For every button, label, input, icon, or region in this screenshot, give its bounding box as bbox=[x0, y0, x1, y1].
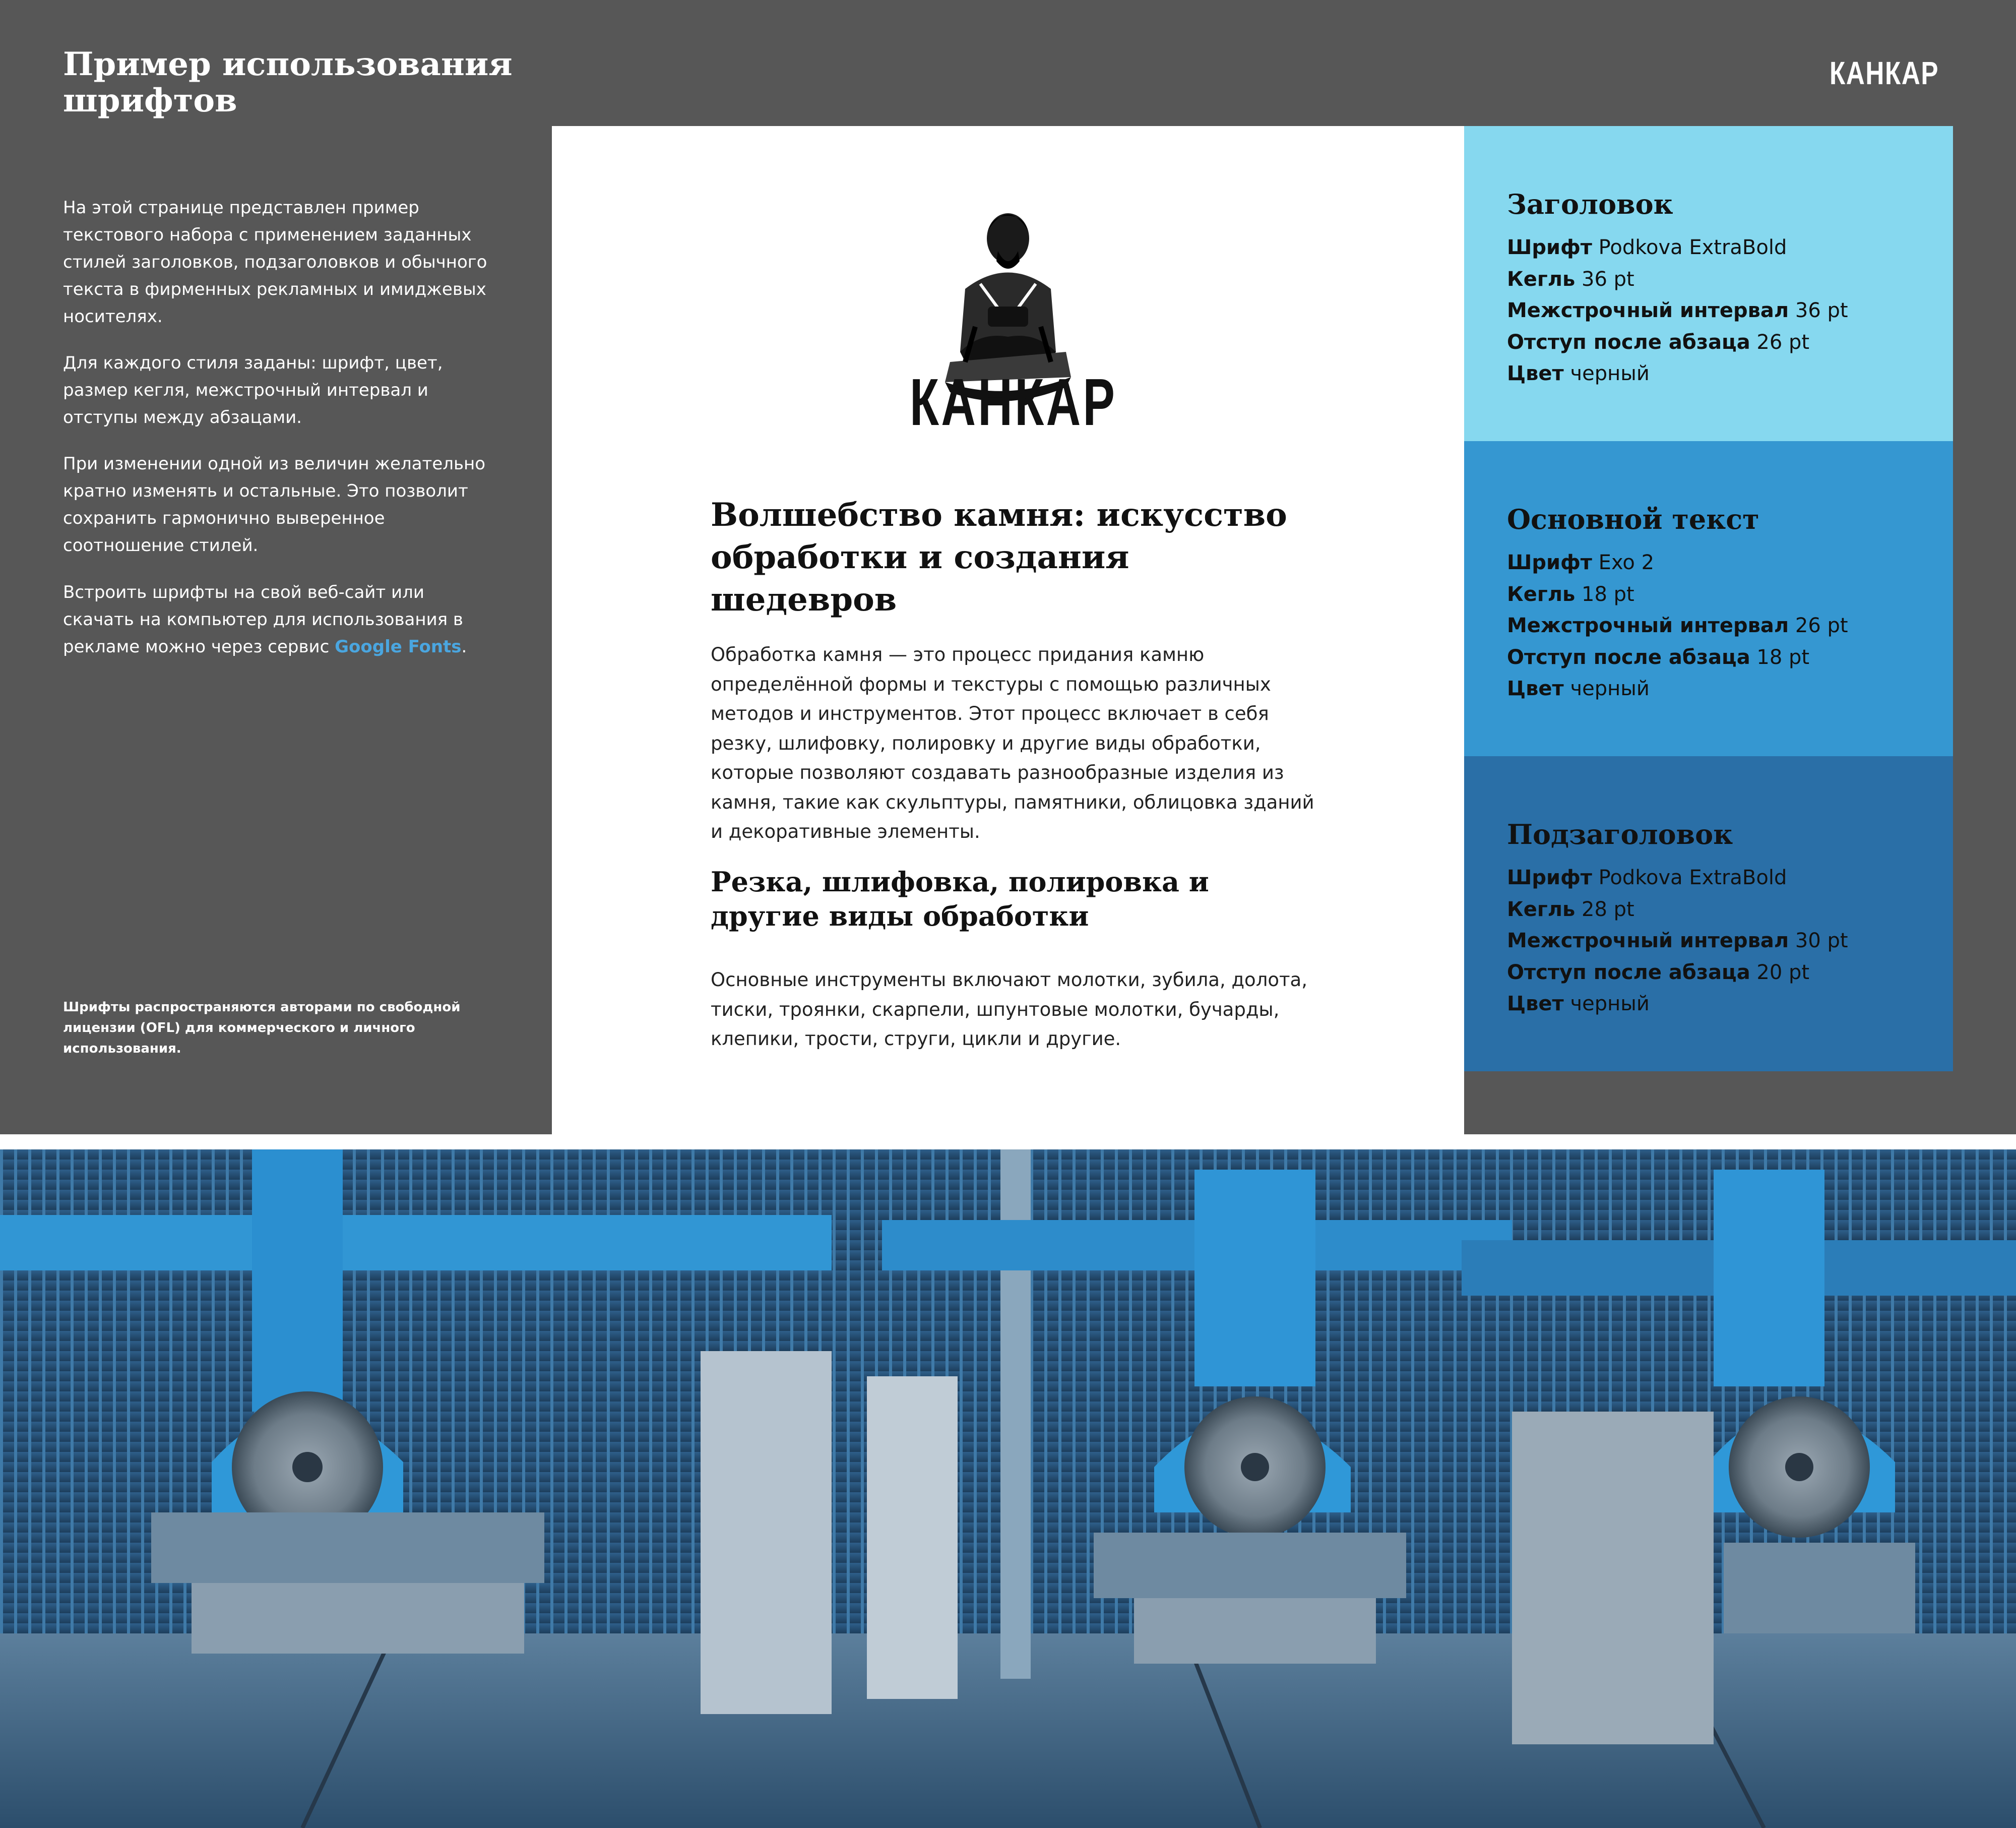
spec-title: Подзаголовок bbox=[1507, 818, 1733, 850]
intro-paragraph: На этой странице представлен пример текстового набора с применением заданных стилей заголовков, подзаголовков и обычного текста в фирменных рекламных и имиджевых носителях. bbox=[63, 198, 487, 327]
spec-value: 20 pt bbox=[1756, 960, 1810, 984]
spec-key: Отступ после абзаца bbox=[1507, 645, 1750, 669]
spec-row-spacing bbox=[1507, 957, 1953, 989]
spec-row-color bbox=[1507, 358, 1953, 390]
styles-paragraph: Для каждого стиля заданы: шрифт, цвет, размер кегля, межстрочный интервал и отступы между абзацами. bbox=[63, 353, 443, 428]
brand-wordmark-top: КАНКАР bbox=[1830, 55, 1939, 91]
spec-value: черный bbox=[1570, 362, 1650, 385]
spec-row-spacing bbox=[1507, 642, 1953, 674]
spec-value: Exo 2 bbox=[1598, 551, 1655, 574]
spec-row-size bbox=[1507, 894, 1953, 926]
scaling-paragraph: При изменении одной из величин желательно кратно изменять и остальные. Это позволит сохранить гармонично выверенное соотношение стилей. bbox=[63, 454, 486, 556]
spec-value: 36 pt bbox=[1582, 267, 1634, 291]
spec-row-font bbox=[1507, 232, 1953, 264]
stonemason-logo-icon bbox=[905, 201, 1117, 483]
spec-title: Основной текст bbox=[1507, 503, 1759, 535]
spec-key: Шрифт bbox=[1507, 866, 1592, 889]
spec-row-font bbox=[1507, 547, 1953, 579]
embed-paragraph bbox=[63, 579, 496, 660]
spec-heading-style bbox=[1464, 126, 1953, 441]
spec-value: 18 pt bbox=[1582, 582, 1634, 606]
spec-row-font bbox=[1507, 862, 1953, 894]
spec-value: Podkova ExtraBold bbox=[1598, 236, 1787, 259]
spec-key: Цвет bbox=[1507, 992, 1564, 1015]
spec-value: Podkova ExtraBold bbox=[1598, 866, 1787, 889]
spec-row-spacing bbox=[1507, 327, 1953, 358]
spec-title: Заголовок bbox=[1507, 188, 1673, 220]
spec-value: 26 pt bbox=[1795, 614, 1848, 637]
google-fonts-link[interactable]: Google Fonts bbox=[335, 637, 462, 657]
spec-key: Отступ после абзаца bbox=[1507, 330, 1750, 354]
spec-key: Отступ после абзаца bbox=[1507, 960, 1750, 984]
spec-key: Шрифт bbox=[1507, 236, 1592, 259]
spec-value: 36 pt bbox=[1795, 299, 1848, 322]
left-title: Пример использования шрифтов bbox=[63, 45, 513, 119]
spec-key: Межстрочный интервал bbox=[1507, 929, 1789, 952]
spec-subheading-style bbox=[1464, 756, 1953, 1071]
license-note: Шрифты распространяются авторами по свободной лицензии (OFL) для коммерческого и личного использования. bbox=[63, 1000, 461, 1056]
sample-body-2: Основные инструменты включают молотки, зубила, долота, тиски, троянки, скарпели, шпунтовые молотки, бучарды, клепики, трости, струги, цикли и другие. bbox=[711, 969, 1307, 1050]
spec-row-leading bbox=[1507, 925, 1953, 957]
sample-body-1: Обработка камня — это процесс придания камню определённой формы и текстуры с помощью различных методов и инструментов. Этот процесс включает в себя резку, шлифовку, полировку и другие виды обработки, которые позволяют создавать разнообразные изделия из камня, такие как скульптуры, памятники, облицовка зданий и декоративные элементы. bbox=[711, 644, 1314, 842]
spec-value: 26 pt bbox=[1756, 330, 1810, 354]
spec-key: Шрифт bbox=[1507, 551, 1592, 574]
spec-key: Кегль bbox=[1507, 267, 1576, 291]
spec-value: черный bbox=[1570, 992, 1650, 1015]
embed-text: Встроить шрифты на свой веб-сайт или скачать на компьютер для использования в рекламе можно через сервис bbox=[63, 582, 463, 657]
spec-value: 30 pt bbox=[1795, 929, 1848, 952]
spec-row-size bbox=[1507, 579, 1953, 611]
stone-cutting-machines-photo bbox=[0, 1149, 2016, 1828]
spec-value: 28 pt bbox=[1582, 897, 1634, 921]
spec-key: Межстрочный интервал bbox=[1507, 614, 1789, 637]
spec-body-style bbox=[1464, 441, 1953, 756]
sample-panel bbox=[552, 126, 1464, 1134]
spec-key: Межстрочный интервал bbox=[1507, 299, 1789, 322]
sample-subheading: Резка, шлифовка, полировка и другие виды обработки bbox=[711, 866, 1209, 932]
spec-key: Цвет bbox=[1507, 677, 1564, 700]
spec-row-color bbox=[1507, 988, 1953, 1020]
sample-heading: Волшебство камня: искусство обработки и создания шедевров bbox=[711, 496, 1287, 619]
spec-key: Кегль bbox=[1507, 582, 1576, 606]
spec-row-leading bbox=[1507, 295, 1953, 327]
brand-logo-wordmark: КАНКАР bbox=[910, 365, 1117, 439]
spec-value: черный bbox=[1570, 677, 1650, 700]
embed-end: . bbox=[461, 637, 467, 657]
spec-row-color bbox=[1507, 673, 1953, 705]
spec-row-leading bbox=[1507, 610, 1953, 642]
spec-value: 18 pt bbox=[1756, 645, 1810, 669]
section-divider bbox=[0, 1134, 2016, 1149]
spec-key: Кегль bbox=[1507, 897, 1576, 921]
spec-row-size bbox=[1507, 264, 1953, 295]
spec-key: Цвет bbox=[1507, 362, 1564, 385]
